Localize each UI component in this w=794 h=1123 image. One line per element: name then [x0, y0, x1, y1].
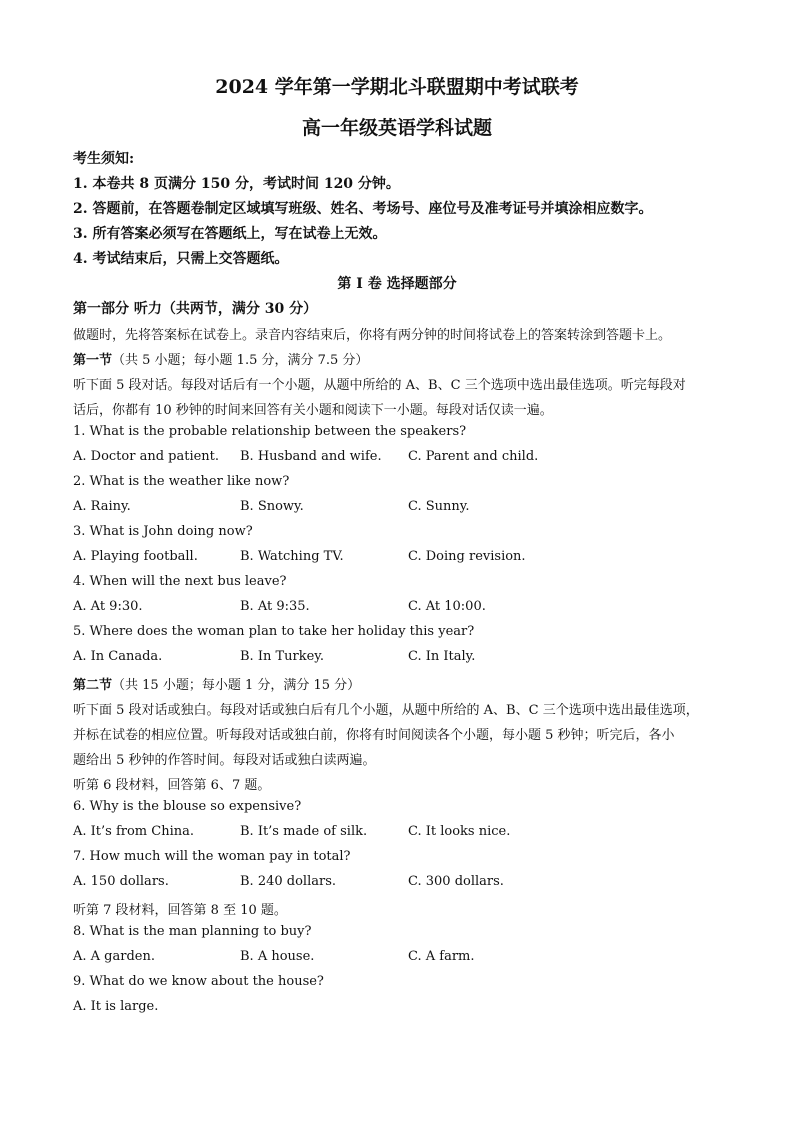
- exam-subtitle: 高一年级英语学科试题: [301, 117, 492, 139]
- option-4b: B. At 9:35.: [240, 599, 310, 614]
- section2-heading-rest: （共 15 小题；每小题 1 分，满分 15 分）: [112, 678, 361, 693]
- option-7a: A. 150 dollars.: [73, 874, 169, 889]
- option-6a: A. It’s from China.: [73, 824, 194, 839]
- section2-heading-bold: 第二节: [73, 678, 113, 693]
- question-6: 6. Why is the blouse so expensive?: [73, 799, 302, 814]
- material-6-note: 听第 6 段材料，回答第 6、7 题。: [73, 778, 271, 793]
- volume-title: 第 I 卷 选择题部分: [337, 276, 457, 292]
- section2-heading: [73, 674, 360, 693]
- section1-instruction-line2: 话后，你都有 10 秒钟的时间来回答有关小题和阅读下一小题。每段对话仅读一遍。: [73, 403, 553, 418]
- option-1a: A. Doctor and patient.: [73, 449, 220, 464]
- option-1b: B. Husband and wife.: [240, 449, 382, 464]
- option-2c: C. Sunny.: [408, 499, 470, 514]
- notice-item-3: 3. 所有答案必须写在答题纸上，写在试卷上无效。: [73, 226, 387, 242]
- option-3b: B. Watching TV.: [240, 549, 344, 564]
- part1-heading: 第一部分 听力（共两节，满分 30 分）: [73, 301, 318, 317]
- notice-item-4: 4. 考试结束后，只需上交答题纸。: [73, 251, 289, 267]
- option-1c: C. Parent and child.: [408, 449, 539, 464]
- question-1: 1. What is the probable relationship between the speakers?: [73, 424, 467, 439]
- option-5a: A. In Canada.: [73, 649, 163, 664]
- question-2: 2. What is the weather like now?: [73, 474, 290, 489]
- notice-heading: 考生须知:: [73, 151, 135, 167]
- option-5b: B. In Turkey.: [240, 649, 325, 664]
- option-2b: B. Snowy.: [240, 499, 304, 514]
- option-6b: B. It’s made of silk.: [240, 824, 368, 839]
- exam-title: 2024 学年第一学期北斗联盟期中考试联考: [215, 76, 579, 98]
- question-9: 9. What do we know about the house?: [73, 974, 324, 989]
- option-8b: B. A house.: [240, 949, 315, 964]
- question-4: 4. When will the next bus leave?: [73, 574, 287, 589]
- option-2a: A. Rainy.: [73, 499, 131, 514]
- section1-instruction-line1: 听下面 5 段对话。每段对话后有一个小题，从题中所给的 A、B、C 三个选项中选出最佳选项。听完每段对: [73, 378, 686, 393]
- question-7: 7. How much will the woman pay in total?: [73, 849, 351, 864]
- question-8: 8. What is the man planning to buy?: [73, 924, 312, 939]
- notice-item-1: 1. 本卷共 8 页满分 150 分，考试时间 120 分钟。: [73, 176, 400, 192]
- section2-instruction-line2: 并标在试卷的相应位置。听每段对话或独白前，你将有时间阅读各个小题，每小题 5 秒钟；听完后，各小: [73, 728, 675, 743]
- part1-instruction: 做题时，先将答案标在试卷上。录音内容结束后，你将有两分钟的时间将试卷上的答案转涂到答题卡上。: [73, 328, 672, 343]
- option-7b: B. 240 dollars.: [240, 874, 336, 889]
- material-7-note: 听第 7 段材料，回答第 8 至 10 题。: [73, 903, 287, 918]
- option-4a: A. At 9:30.: [73, 599, 143, 614]
- option-6c: C. It looks nice.: [408, 824, 511, 839]
- section2-instruction-line3: 题给出 5 秒钟的作答时间。每段对话或独白读两遍。: [73, 753, 376, 768]
- question-3: 3. What is John doing now?: [73, 524, 253, 539]
- option-8c: C. A farm.: [408, 949, 475, 964]
- option-7c: C. 300 dollars.: [408, 874, 504, 889]
- section1-heading: [73, 349, 368, 368]
- option-5c: C. In Italy.: [408, 649, 476, 664]
- question-5: 5. Where does the woman plan to take her holiday this year?: [73, 624, 475, 639]
- section2-instruction-line1: 听下面 5 段对话或独白。每段对话或独白后有几个小题，从题中所给的 A、B、C 三个选项中选出最佳选项，: [73, 703, 699, 718]
- option-3a: A. Playing football.: [73, 549, 198, 564]
- option-3c: C. Doing revision.: [408, 549, 526, 564]
- option-8a: A. A garden.: [73, 949, 155, 964]
- notice-item-2: 2. 答题前，在答题卷制定区域填写班级、姓名、考场号、座位号及准考证号并填涂相应数字。: [73, 201, 653, 217]
- option-4c: C. At 10:00.: [408, 599, 486, 614]
- section1-heading-bold: 第一节: [73, 353, 113, 368]
- section1-heading-rest: （共 5 小题；每小题 1.5 分，满分 7.5 分）: [112, 353, 369, 368]
- option-9a: A. It is large.: [73, 999, 159, 1014]
